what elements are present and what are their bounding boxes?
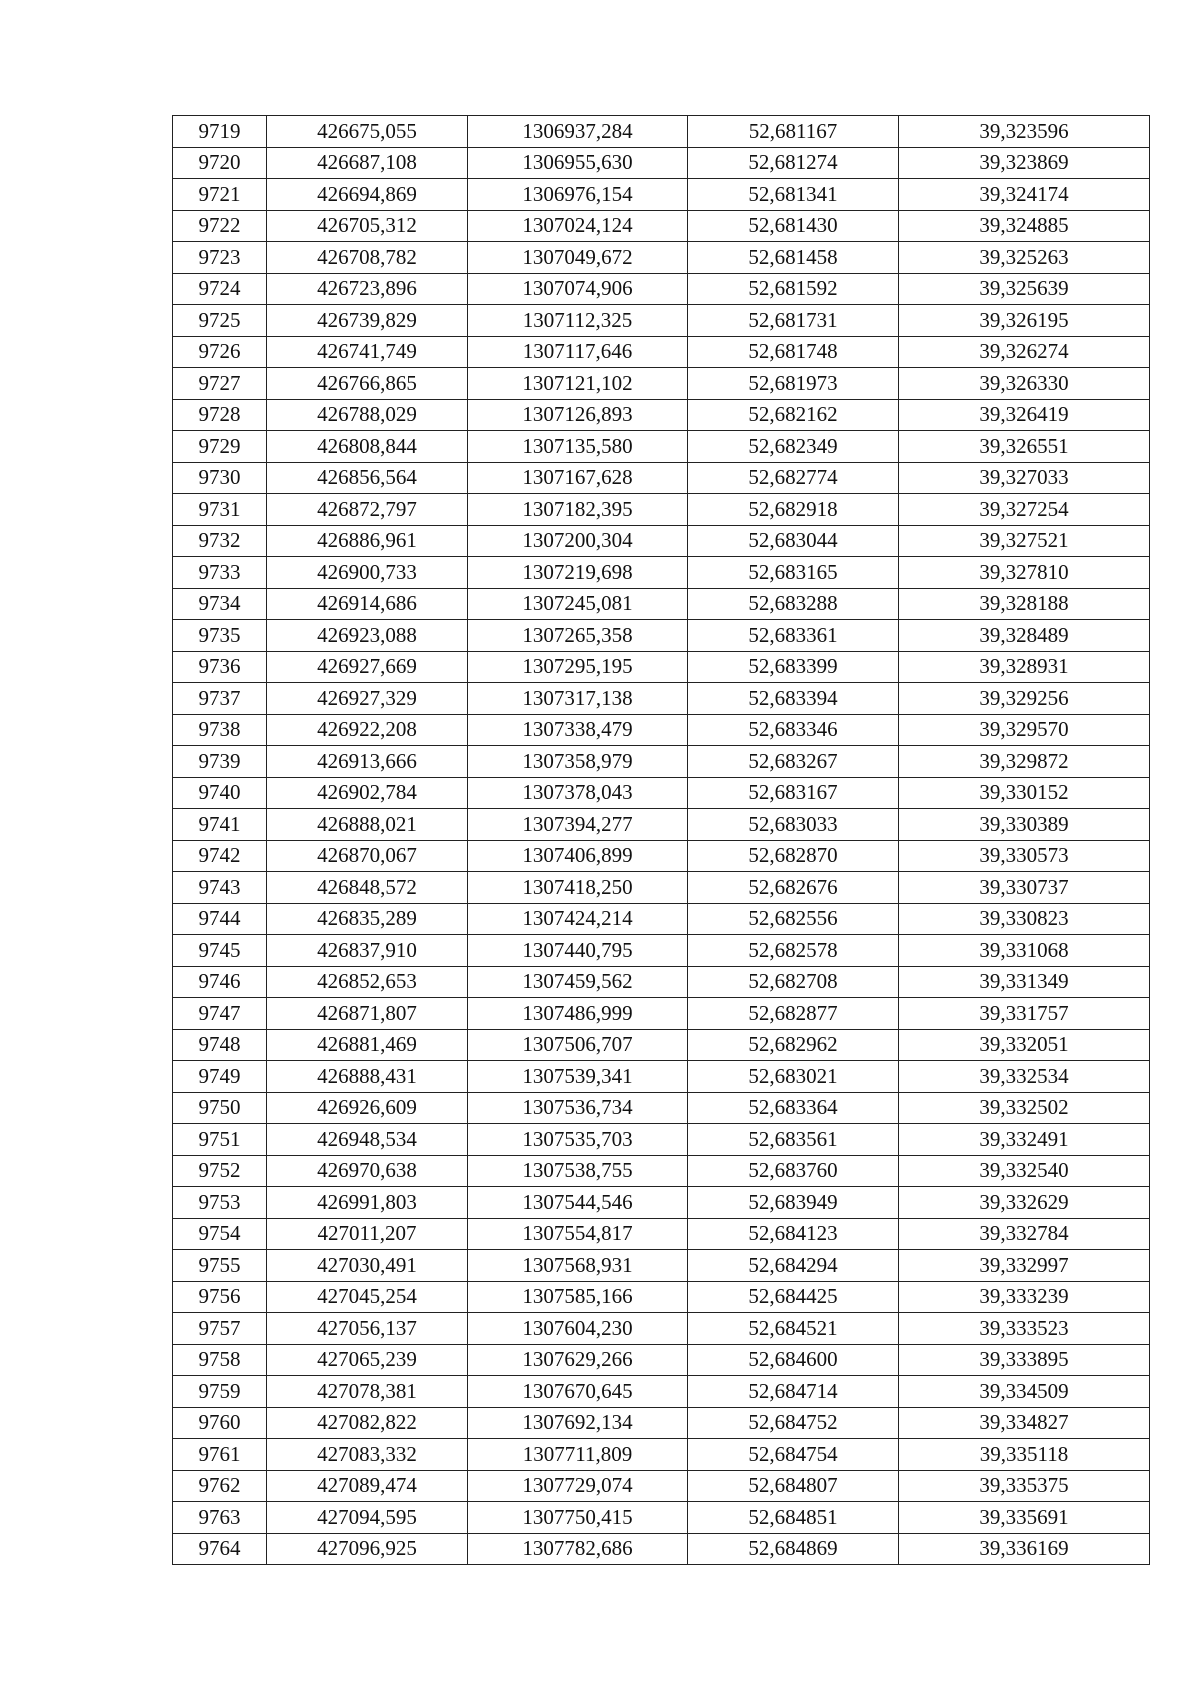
longitude-cell: 39,332784	[899, 1218, 1150, 1250]
x-coordinate-cell: 426872,797	[267, 494, 468, 526]
table-row	[173, 746, 1150, 778]
longitude-cell: 39,326330	[899, 368, 1150, 400]
x-coordinate-cell: 426886,961	[267, 525, 468, 557]
y-coordinate-cell: 1307750,415	[468, 1502, 688, 1534]
point-number-cell: 9739	[173, 746, 267, 778]
y-coordinate-cell: 1307126,893	[468, 399, 688, 431]
point-number-cell: 9753	[173, 1187, 267, 1219]
longitude-cell: 39,328188	[899, 588, 1150, 620]
y-coordinate-cell: 1307295,195	[468, 651, 688, 683]
y-coordinate-cell: 1307486,999	[468, 998, 688, 1030]
latitude-cell: 52,683167	[688, 777, 899, 809]
table-row	[173, 1502, 1150, 1534]
table-row	[173, 399, 1150, 431]
y-coordinate-cell: 1307424,214	[468, 903, 688, 935]
y-coordinate-cell: 1307394,277	[468, 809, 688, 841]
table-row	[173, 1124, 1150, 1156]
x-coordinate-cell: 426788,029	[267, 399, 468, 431]
latitude-cell: 52,683949	[688, 1187, 899, 1219]
table-row	[173, 620, 1150, 652]
longitude-cell: 39,330389	[899, 809, 1150, 841]
point-number-cell: 9756	[173, 1281, 267, 1313]
point-number-cell: 9755	[173, 1250, 267, 1282]
y-coordinate-cell: 1307265,358	[468, 620, 688, 652]
y-coordinate-cell: 1307200,304	[468, 525, 688, 557]
longitude-cell: 39,327254	[899, 494, 1150, 526]
latitude-cell: 52,681748	[688, 336, 899, 368]
table-row	[173, 683, 1150, 715]
point-number-cell: 9727	[173, 368, 267, 400]
x-coordinate-cell: 426902,784	[267, 777, 468, 809]
point-number-cell: 9741	[173, 809, 267, 841]
latitude-cell: 52,683394	[688, 683, 899, 715]
table-row	[173, 336, 1150, 368]
x-coordinate-cell: 426888,431	[267, 1061, 468, 1093]
latitude-cell: 52,682349	[688, 431, 899, 463]
point-number-cell: 9758	[173, 1344, 267, 1376]
y-coordinate-cell: 1307074,906	[468, 273, 688, 305]
y-coordinate-cell: 1307112,325	[468, 305, 688, 337]
latitude-cell: 52,683760	[688, 1155, 899, 1187]
point-number-cell: 9731	[173, 494, 267, 526]
x-coordinate-cell: 427096,925	[267, 1533, 468, 1565]
table-row	[173, 1533, 1150, 1565]
x-coordinate-cell: 427011,207	[267, 1218, 468, 1250]
y-coordinate-cell: 1307539,341	[468, 1061, 688, 1093]
y-coordinate-cell: 1307378,043	[468, 777, 688, 809]
table-row	[173, 1439, 1150, 1471]
latitude-cell: 52,683361	[688, 620, 899, 652]
table-row	[173, 903, 1150, 935]
longitude-cell: 39,333523	[899, 1313, 1150, 1345]
x-coordinate-cell: 426927,329	[267, 683, 468, 715]
point-number-cell: 9728	[173, 399, 267, 431]
latitude-cell: 52,682962	[688, 1029, 899, 1061]
table-row	[173, 242, 1150, 274]
x-coordinate-cell: 426881,469	[267, 1029, 468, 1061]
y-coordinate-cell: 1307711,809	[468, 1439, 688, 1471]
y-coordinate-cell: 1307406,899	[468, 840, 688, 872]
longitude-cell: 39,332997	[899, 1250, 1150, 1282]
point-number-cell: 9738	[173, 714, 267, 746]
table-row	[173, 777, 1150, 809]
y-coordinate-cell: 1307554,817	[468, 1218, 688, 1250]
latitude-cell: 52,683044	[688, 525, 899, 557]
longitude-cell: 39,327810	[899, 557, 1150, 589]
y-coordinate-cell: 1306976,154	[468, 179, 688, 211]
longitude-cell: 39,326274	[899, 336, 1150, 368]
table-row	[173, 116, 1150, 148]
y-coordinate-cell: 1307024,124	[468, 210, 688, 242]
point-number-cell: 9725	[173, 305, 267, 337]
y-coordinate-cell: 1307440,795	[468, 935, 688, 967]
x-coordinate-cell: 427082,822	[267, 1407, 468, 1439]
x-coordinate-cell: 426694,869	[267, 179, 468, 211]
longitude-cell: 39,328931	[899, 651, 1150, 683]
table-row	[173, 1029, 1150, 1061]
x-coordinate-cell: 426705,312	[267, 210, 468, 242]
latitude-cell: 52,684123	[688, 1218, 899, 1250]
latitude-cell: 52,683033	[688, 809, 899, 841]
latitude-cell: 52,682708	[688, 966, 899, 998]
y-coordinate-cell: 1307568,931	[468, 1250, 688, 1282]
y-coordinate-cell: 1307506,707	[468, 1029, 688, 1061]
point-number-cell: 9763	[173, 1502, 267, 1534]
y-coordinate-cell: 1307670,645	[468, 1376, 688, 1408]
point-number-cell: 9729	[173, 431, 267, 463]
longitude-cell: 39,329256	[899, 683, 1150, 715]
y-coordinate-cell: 1307317,138	[468, 683, 688, 715]
coordinates-table-body	[173, 116, 1150, 1565]
y-coordinate-cell: 1307338,479	[468, 714, 688, 746]
point-number-cell: 9743	[173, 872, 267, 904]
table-row	[173, 935, 1150, 967]
x-coordinate-cell: 426835,289	[267, 903, 468, 935]
table-row	[173, 1470, 1150, 1502]
x-coordinate-cell: 426900,733	[267, 557, 468, 589]
table-row	[173, 872, 1150, 904]
longitude-cell: 39,326551	[899, 431, 1150, 463]
longitude-cell: 39,327521	[899, 525, 1150, 557]
point-number-cell: 9723	[173, 242, 267, 274]
point-number-cell: 9749	[173, 1061, 267, 1093]
y-coordinate-cell: 1307782,686	[468, 1533, 688, 1565]
latitude-cell: 52,681167	[688, 116, 899, 148]
y-coordinate-cell: 1307585,166	[468, 1281, 688, 1313]
y-coordinate-cell: 1307538,755	[468, 1155, 688, 1187]
point-number-cell: 9737	[173, 683, 267, 715]
x-coordinate-cell: 427030,491	[267, 1250, 468, 1282]
latitude-cell: 52,681341	[688, 179, 899, 211]
y-coordinate-cell: 1307629,266	[468, 1344, 688, 1376]
point-number-cell: 9742	[173, 840, 267, 872]
point-number-cell: 9722	[173, 210, 267, 242]
longitude-cell: 39,323596	[899, 116, 1150, 148]
x-coordinate-cell: 426948,534	[267, 1124, 468, 1156]
longitude-cell: 39,331349	[899, 966, 1150, 998]
longitude-cell: 39,332051	[899, 1029, 1150, 1061]
x-coordinate-cell: 426927,669	[267, 651, 468, 683]
longitude-cell: 39,328489	[899, 620, 1150, 652]
x-coordinate-cell: 426848,572	[267, 872, 468, 904]
point-number-cell: 9751	[173, 1124, 267, 1156]
point-number-cell: 9744	[173, 903, 267, 935]
table-row	[173, 966, 1150, 998]
point-number-cell: 9745	[173, 935, 267, 967]
table-row	[173, 809, 1150, 841]
point-number-cell: 9720	[173, 147, 267, 179]
x-coordinate-cell: 427083,332	[267, 1439, 468, 1471]
point-number-cell: 9726	[173, 336, 267, 368]
y-coordinate-cell: 1307358,979	[468, 746, 688, 778]
longitude-cell: 39,326419	[899, 399, 1150, 431]
x-coordinate-cell: 426766,865	[267, 368, 468, 400]
longitude-cell: 39,330152	[899, 777, 1150, 809]
table-row	[173, 557, 1150, 589]
table-row	[173, 998, 1150, 1030]
longitude-cell: 39,326195	[899, 305, 1150, 337]
point-number-cell: 9746	[173, 966, 267, 998]
table-row	[173, 210, 1150, 242]
longitude-cell: 39,333895	[899, 1344, 1150, 1376]
x-coordinate-cell: 426723,896	[267, 273, 468, 305]
longitude-cell: 39,324174	[899, 179, 1150, 211]
x-coordinate-cell: 427065,239	[267, 1344, 468, 1376]
longitude-cell: 39,336169	[899, 1533, 1150, 1565]
point-number-cell: 9748	[173, 1029, 267, 1061]
latitude-cell: 52,684425	[688, 1281, 899, 1313]
latitude-cell: 52,683346	[688, 714, 899, 746]
y-coordinate-cell: 1307049,672	[468, 242, 688, 274]
longitude-cell: 39,329872	[899, 746, 1150, 778]
point-number-cell: 9721	[173, 179, 267, 211]
point-number-cell: 9752	[173, 1155, 267, 1187]
point-number-cell: 9762	[173, 1470, 267, 1502]
table-row	[173, 588, 1150, 620]
longitude-cell: 39,329570	[899, 714, 1150, 746]
y-coordinate-cell: 1307692,134	[468, 1407, 688, 1439]
longitude-cell: 39,330573	[899, 840, 1150, 872]
longitude-cell: 39,323869	[899, 147, 1150, 179]
latitude-cell: 52,681430	[688, 210, 899, 242]
y-coordinate-cell: 1307418,250	[468, 872, 688, 904]
latitude-cell: 52,682556	[688, 903, 899, 935]
latitude-cell: 52,681731	[688, 305, 899, 337]
x-coordinate-cell: 426856,564	[267, 462, 468, 494]
table-row	[173, 273, 1150, 305]
longitude-cell: 39,335118	[899, 1439, 1150, 1471]
latitude-cell: 52,681274	[688, 147, 899, 179]
x-coordinate-cell: 426852,653	[267, 966, 468, 998]
longitude-cell: 39,330823	[899, 903, 1150, 935]
latitude-cell: 52,684714	[688, 1376, 899, 1408]
latitude-cell: 52,681973	[688, 368, 899, 400]
point-number-cell: 9724	[173, 273, 267, 305]
y-coordinate-cell: 1307459,562	[468, 966, 688, 998]
longitude-cell: 39,332629	[899, 1187, 1150, 1219]
latitude-cell: 52,682877	[688, 998, 899, 1030]
table-row	[173, 1187, 1150, 1219]
longitude-cell: 39,335375	[899, 1470, 1150, 1502]
table-row	[173, 1376, 1150, 1408]
point-number-cell: 9759	[173, 1376, 267, 1408]
longitude-cell: 39,332502	[899, 1092, 1150, 1124]
y-coordinate-cell: 1306937,284	[468, 116, 688, 148]
table-row	[173, 462, 1150, 494]
x-coordinate-cell: 426922,208	[267, 714, 468, 746]
table-row	[173, 147, 1150, 179]
point-number-cell: 9750	[173, 1092, 267, 1124]
longitude-cell: 39,327033	[899, 462, 1150, 494]
x-coordinate-cell: 427089,474	[267, 1470, 468, 1502]
longitude-cell: 39,331068	[899, 935, 1150, 967]
longitude-cell: 39,334827	[899, 1407, 1150, 1439]
latitude-cell: 52,684521	[688, 1313, 899, 1345]
table-row	[173, 1281, 1150, 1313]
x-coordinate-cell: 426888,021	[267, 809, 468, 841]
x-coordinate-cell: 426914,686	[267, 588, 468, 620]
longitude-cell: 39,332540	[899, 1155, 1150, 1187]
latitude-cell: 52,683288	[688, 588, 899, 620]
table-row	[173, 368, 1150, 400]
y-coordinate-cell: 1307536,734	[468, 1092, 688, 1124]
longitude-cell: 39,333239	[899, 1281, 1150, 1313]
x-coordinate-cell: 426870,067	[267, 840, 468, 872]
latitude-cell: 52,683165	[688, 557, 899, 589]
latitude-cell: 52,682578	[688, 935, 899, 967]
table-row	[173, 525, 1150, 557]
latitude-cell: 52,682162	[688, 399, 899, 431]
x-coordinate-cell: 426913,666	[267, 746, 468, 778]
longitude-cell: 39,325639	[899, 273, 1150, 305]
y-coordinate-cell: 1307604,230	[468, 1313, 688, 1345]
table-row	[173, 1344, 1150, 1376]
x-coordinate-cell: 426739,829	[267, 305, 468, 337]
longitude-cell: 39,331757	[899, 998, 1150, 1030]
y-coordinate-cell: 1307535,703	[468, 1124, 688, 1156]
latitude-cell: 52,683364	[688, 1092, 899, 1124]
point-number-cell: 9736	[173, 651, 267, 683]
point-number-cell: 9757	[173, 1313, 267, 1345]
point-number-cell: 9735	[173, 620, 267, 652]
point-number-cell: 9719	[173, 116, 267, 148]
y-coordinate-cell: 1307729,074	[468, 1470, 688, 1502]
x-coordinate-cell: 426970,638	[267, 1155, 468, 1187]
table-row	[173, 714, 1150, 746]
x-coordinate-cell: 426741,749	[267, 336, 468, 368]
longitude-cell: 39,325263	[899, 242, 1150, 274]
y-coordinate-cell: 1307121,102	[468, 368, 688, 400]
latitude-cell: 52,682676	[688, 872, 899, 904]
point-number-cell: 9740	[173, 777, 267, 809]
point-number-cell: 9760	[173, 1407, 267, 1439]
point-number-cell: 9761	[173, 1439, 267, 1471]
longitude-cell: 39,334509	[899, 1376, 1150, 1408]
latitude-cell: 52,684807	[688, 1470, 899, 1502]
latitude-cell: 52,681592	[688, 273, 899, 305]
x-coordinate-cell: 426871,807	[267, 998, 468, 1030]
y-coordinate-cell: 1307544,546	[468, 1187, 688, 1219]
table-row	[173, 1407, 1150, 1439]
longitude-cell: 39,332534	[899, 1061, 1150, 1093]
point-number-cell: 9733	[173, 557, 267, 589]
y-coordinate-cell: 1307135,580	[468, 431, 688, 463]
latitude-cell: 52,683021	[688, 1061, 899, 1093]
latitude-cell: 52,683561	[688, 1124, 899, 1156]
longitude-cell: 39,335691	[899, 1502, 1150, 1534]
latitude-cell: 52,684752	[688, 1407, 899, 1439]
point-number-cell: 9747	[173, 998, 267, 1030]
x-coordinate-cell: 427094,595	[267, 1502, 468, 1534]
table-row	[173, 651, 1150, 683]
latitude-cell: 52,684600	[688, 1344, 899, 1376]
x-coordinate-cell: 427045,254	[267, 1281, 468, 1313]
latitude-cell: 52,682774	[688, 462, 899, 494]
x-coordinate-cell: 426991,803	[267, 1187, 468, 1219]
longitude-cell: 39,332491	[899, 1124, 1150, 1156]
latitude-cell: 52,682918	[688, 494, 899, 526]
point-number-cell: 9764	[173, 1533, 267, 1565]
x-coordinate-cell: 427078,381	[267, 1376, 468, 1408]
y-coordinate-cell: 1307245,081	[468, 588, 688, 620]
table-row	[173, 1313, 1150, 1345]
y-coordinate-cell: 1306955,630	[468, 147, 688, 179]
table-row	[173, 431, 1150, 463]
x-coordinate-cell: 426675,055	[267, 116, 468, 148]
point-number-cell: 9732	[173, 525, 267, 557]
table-row	[173, 305, 1150, 337]
x-coordinate-cell: 426923,088	[267, 620, 468, 652]
latitude-cell: 52,684869	[688, 1533, 899, 1565]
latitude-cell: 52,684754	[688, 1439, 899, 1471]
table-row	[173, 1250, 1150, 1282]
latitude-cell: 52,683267	[688, 746, 899, 778]
latitude-cell: 52,682870	[688, 840, 899, 872]
point-number-cell: 9754	[173, 1218, 267, 1250]
x-coordinate-cell: 426926,609	[267, 1092, 468, 1124]
x-coordinate-cell: 426687,108	[267, 147, 468, 179]
x-coordinate-cell: 427056,137	[267, 1313, 468, 1345]
point-number-cell: 9734	[173, 588, 267, 620]
table-row	[173, 494, 1150, 526]
x-coordinate-cell: 426837,910	[267, 935, 468, 967]
table-row	[173, 840, 1150, 872]
table-row	[173, 1155, 1150, 1187]
latitude-cell: 52,683399	[688, 651, 899, 683]
latitude-cell: 52,684851	[688, 1502, 899, 1534]
point-number-cell: 9730	[173, 462, 267, 494]
table-row	[173, 1218, 1150, 1250]
coordinates-table	[172, 115, 1150, 1565]
y-coordinate-cell: 1307117,646	[468, 336, 688, 368]
longitude-cell: 39,324885	[899, 210, 1150, 242]
y-coordinate-cell: 1307182,395	[468, 494, 688, 526]
x-coordinate-cell: 426808,844	[267, 431, 468, 463]
table-row	[173, 179, 1150, 211]
y-coordinate-cell: 1307219,698	[468, 557, 688, 589]
latitude-cell: 52,684294	[688, 1250, 899, 1282]
table-row	[173, 1092, 1150, 1124]
longitude-cell: 39,330737	[899, 872, 1150, 904]
latitude-cell: 52,681458	[688, 242, 899, 274]
x-coordinate-cell: 426708,782	[267, 242, 468, 274]
table-row	[173, 1061, 1150, 1093]
y-coordinate-cell: 1307167,628	[468, 462, 688, 494]
